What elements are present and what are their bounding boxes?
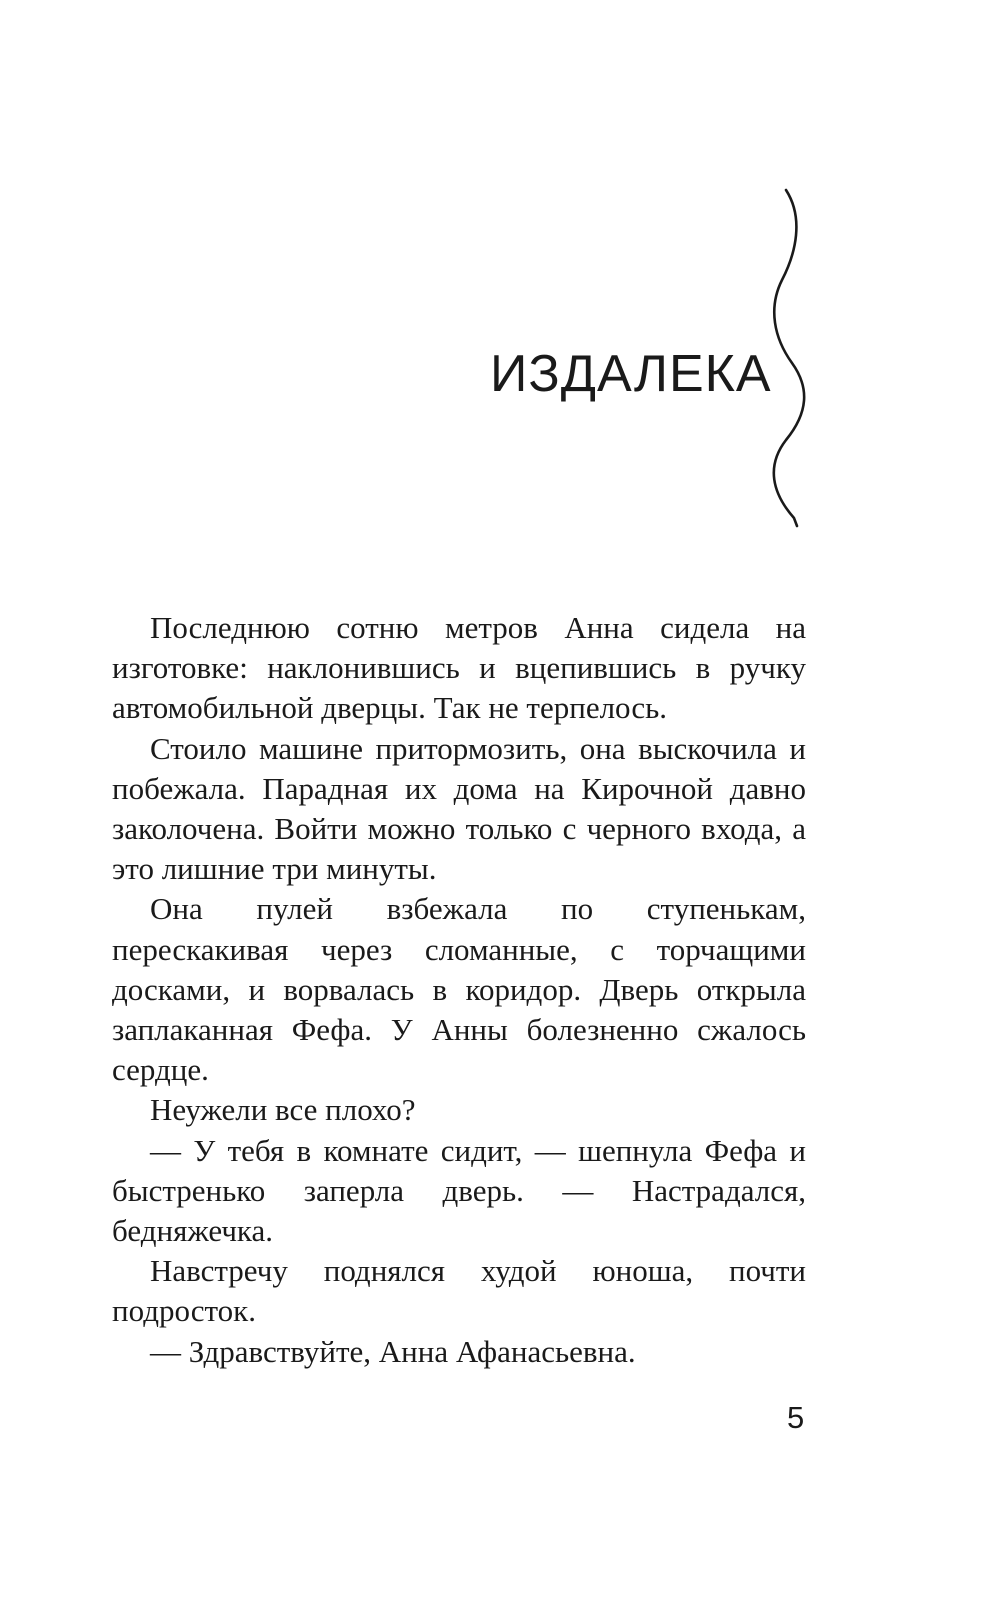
paragraph: — У тебя в комнате сидит, — шепнула Фефа и быстренько заперла дверь. — Настрадался, бедняжечка.	[112, 1132, 806, 1249]
wavy-line-ornament-icon	[764, 188, 824, 528]
paragraph: Последнюю сотню метров Анна сидела на изготовке: наклонившись и вцепившись в ручку автомобильной дверцы. Так не терпелось.	[112, 610, 806, 726]
body-text	[112, 608, 806, 1372]
chapter-title: ИЗДАЛЕКА	[490, 345, 772, 403]
paragraph: Навстречу поднялся худой юноша, почти подросток.	[112, 1253, 806, 1329]
page-number: 5	[787, 1400, 805, 1435]
paragraph: — Здравствуйте, Анна Афанасьевна.	[150, 1333, 636, 1369]
paragraph: Она пулей взбежала по ступенькам, перескакивая через сломанные, с торчащими досками, и ворвалась в коридор. Дверь открыла заплаканная Фефа. У Анны болезненно сжалось сердце.	[112, 891, 806, 1088]
paragraph: Неужели все плохо?	[150, 1092, 416, 1128]
paragraph: Стоило машине притормозить, она выскочила и побежала. Парадная их дома на Кирочной давно заколочена. Войти можно только с черного входа, а это лишние три минуты.	[112, 730, 806, 887]
